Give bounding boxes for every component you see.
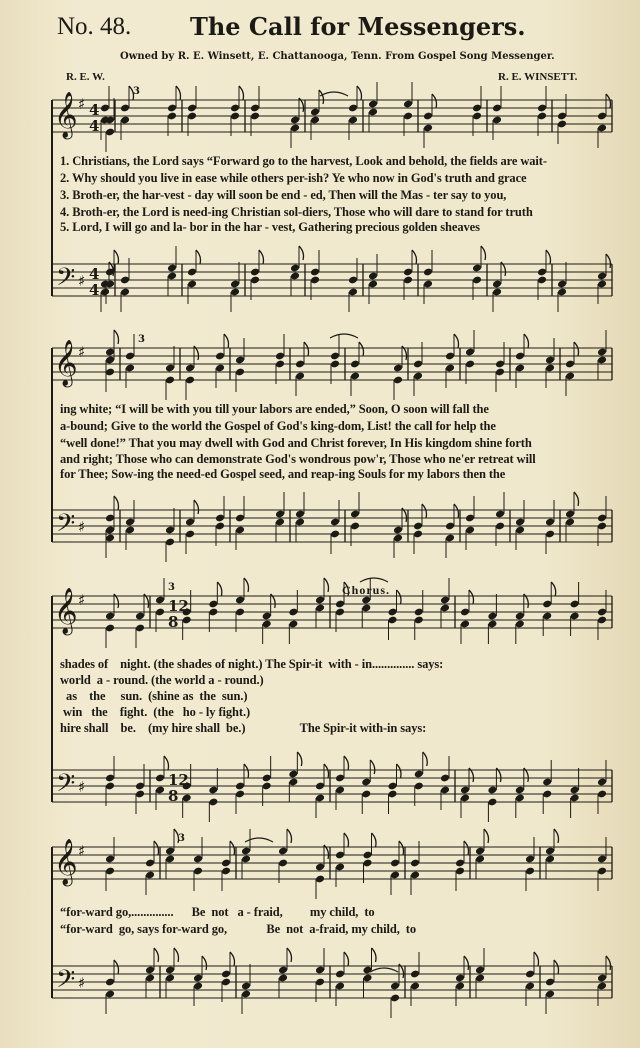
note-flag xyxy=(259,250,264,264)
note-flag xyxy=(606,94,611,108)
triplet-mark: 3 xyxy=(133,86,140,97)
lyricist-initials: R. E. W. xyxy=(66,71,105,83)
treble-clef-icon: 𝄞 xyxy=(54,588,78,634)
time-signature-bottom: 4 xyxy=(89,117,100,135)
note-flag xyxy=(244,764,249,778)
note-flag xyxy=(574,492,579,506)
note-flag xyxy=(114,960,119,974)
note-flag xyxy=(546,250,551,264)
chorus-label: Chorus. xyxy=(342,583,391,597)
triplet-mark: 3 xyxy=(178,833,185,844)
note-flag xyxy=(176,86,181,100)
note-flag xyxy=(534,952,539,966)
note-flag xyxy=(357,86,362,100)
note-flag xyxy=(464,841,469,855)
note-flag xyxy=(554,829,559,843)
note-flag xyxy=(202,956,207,970)
key-sharp-icon: ♯ xyxy=(78,343,86,361)
note-flag xyxy=(606,956,611,970)
note-flag xyxy=(174,948,179,962)
note-flag xyxy=(422,504,427,518)
time-signature-bottom: 4 xyxy=(89,281,100,299)
note-flag xyxy=(454,334,459,348)
note-flag xyxy=(372,948,377,962)
system-4-line-1: “for-ward go,.............. Be not a - fraid, my child, to xyxy=(60,905,375,919)
time-signature-bottom: 8 xyxy=(168,613,179,631)
note-flag xyxy=(244,578,249,592)
note-flag xyxy=(319,90,324,104)
note-flag xyxy=(304,342,309,356)
system-3-line-5: hire shall be. (my hire shall be.) The Spir-it with-in says: xyxy=(60,721,427,735)
system-3-line-2: world a - round. (the world a - round.) xyxy=(60,673,264,687)
slur xyxy=(370,968,398,972)
verse-1-line-2: ing white; “I will be with you till your labors are ended,” Soon, O soon will fall the xyxy=(60,402,489,416)
verse-5-line-1: 5. Lord, I will go and la- bor in the har - vest, Gathering precious golden sheaves xyxy=(60,220,480,234)
note-flag xyxy=(574,342,579,356)
note-flag xyxy=(114,330,119,344)
slur xyxy=(320,92,348,96)
system-4-line-2: “for-ward go, says for-ward go, Be not a-fraid, my child, to xyxy=(60,922,417,936)
note-flag xyxy=(324,764,329,778)
note-flag xyxy=(299,246,304,260)
note-flag xyxy=(287,948,292,962)
slur xyxy=(330,334,358,338)
key-sharp-icon: ♯ xyxy=(78,95,86,113)
note-flag xyxy=(194,500,199,514)
slur xyxy=(245,838,273,842)
note-flag xyxy=(423,752,428,766)
key-sharp-icon: ♯ xyxy=(78,974,86,992)
copyright-credit: Owned by R. E. Winsett, E. Chattanooga, Tenn. From Gospel Song Messenger. xyxy=(120,51,555,62)
note-flag xyxy=(154,948,159,962)
note-flag xyxy=(397,590,402,604)
bass-clef-icon: 𝄢 xyxy=(56,769,76,804)
key-sharp-icon: ♯ xyxy=(78,842,86,860)
note-flag xyxy=(344,756,349,770)
note-flag xyxy=(432,94,437,108)
verse-1-line-1: 1. Christians, the Lord says “Forward go to the harvest, Look and behold, the fields are wait- xyxy=(60,154,547,168)
note-flag xyxy=(372,833,377,847)
note-flag xyxy=(239,86,244,100)
bass-clef-icon: 𝄢 xyxy=(56,263,76,298)
note-flag xyxy=(481,246,486,260)
verse-5-line-2: for Thee; Sow-ing the need-ed Gospel seed, and reap-ing Souls for my labors then the xyxy=(60,467,506,481)
note-flag xyxy=(469,590,474,604)
system-3-line-3: as the sun. (shine as the sun.) xyxy=(60,689,248,703)
system-3-line-1: shades of night. (the shades of night.) The Spir-it with - in.............. says: xyxy=(60,657,444,671)
note-flag xyxy=(554,960,559,974)
note-flag xyxy=(370,760,375,774)
bass-clef-icon: 𝄢 xyxy=(56,509,76,544)
note-flag xyxy=(297,752,302,766)
note-flag xyxy=(344,833,349,847)
system-3-line-4: win the fight. (the ho - ly fight.) xyxy=(60,705,251,719)
note-flag xyxy=(524,334,529,348)
time-signature-top: 12 xyxy=(168,771,189,789)
hymn-number: No. 48. xyxy=(57,13,132,40)
note-flag xyxy=(454,504,459,518)
note-flag xyxy=(230,841,235,855)
note-flag xyxy=(287,829,292,843)
note-flag xyxy=(359,342,364,356)
verse-2-line-2: a-bound; Give to the world the Gospel of God's king-dom, List! the call for help the xyxy=(60,419,496,433)
note-flag xyxy=(154,841,159,855)
verse-3-line-1: 3. Broth-er, the har-vest - day will soon be end - ed, Then will the Mas - ter say to you, xyxy=(60,188,507,202)
note-flag xyxy=(217,582,222,596)
note-flag xyxy=(114,250,119,264)
key-sharp-icon: ♯ xyxy=(78,272,86,290)
verse-4-line-2: and right; Those who can demonstrate God's wondrous pow'r, Those who ne'er retreat will xyxy=(60,452,536,466)
triplet-mark: 3 xyxy=(138,334,145,345)
key-sharp-icon: ♯ xyxy=(78,518,86,536)
time-signature-top: 4 xyxy=(89,101,100,119)
bass-clef-icon: 𝄢 xyxy=(56,965,76,1000)
note-flag xyxy=(606,254,611,268)
time-signature-bottom: 8 xyxy=(168,787,179,805)
note-flag xyxy=(164,756,169,770)
note-flag xyxy=(324,578,329,592)
key-sharp-icon: ♯ xyxy=(78,778,86,796)
time-signature-top: 12 xyxy=(168,597,189,615)
note-flag xyxy=(224,334,229,348)
slur xyxy=(360,578,388,582)
treble-clef-icon: 𝄞 xyxy=(54,92,78,138)
note-flag xyxy=(344,582,349,596)
note-flag xyxy=(230,952,235,966)
note-flag xyxy=(464,956,469,970)
verse-3-line-2: “well done!” That you may dwell with God and Christ forever, In His kingdom shine forth xyxy=(60,436,532,450)
composer-name: R. E. WINSETT. xyxy=(498,71,578,83)
verse-2-line-1: 2. Why should you live in ease while others per-ish? Ye who now in God's truth and grace xyxy=(60,171,527,185)
note-flag xyxy=(397,764,402,778)
treble-clef-icon: 𝄞 xyxy=(54,340,78,386)
hymn-title: The Call for Messengers. xyxy=(190,12,526,41)
note-flag xyxy=(412,250,417,264)
note-flag xyxy=(344,952,349,966)
time-signature-top: 4 xyxy=(89,265,100,283)
note-flag xyxy=(484,829,489,843)
note-flag xyxy=(114,496,119,510)
note-flag xyxy=(399,841,404,855)
triplet-mark: 3 xyxy=(168,582,175,593)
note-flag xyxy=(551,582,556,596)
verse-4-line-1: 4. Broth-er, the Lord is need-ing Christian sol-diers, Those who will dare to stand for truth xyxy=(60,205,533,219)
treble-clef-icon: 𝄞 xyxy=(54,839,78,885)
note-flag xyxy=(196,250,201,264)
key-sharp-icon: ♯ xyxy=(78,591,86,609)
